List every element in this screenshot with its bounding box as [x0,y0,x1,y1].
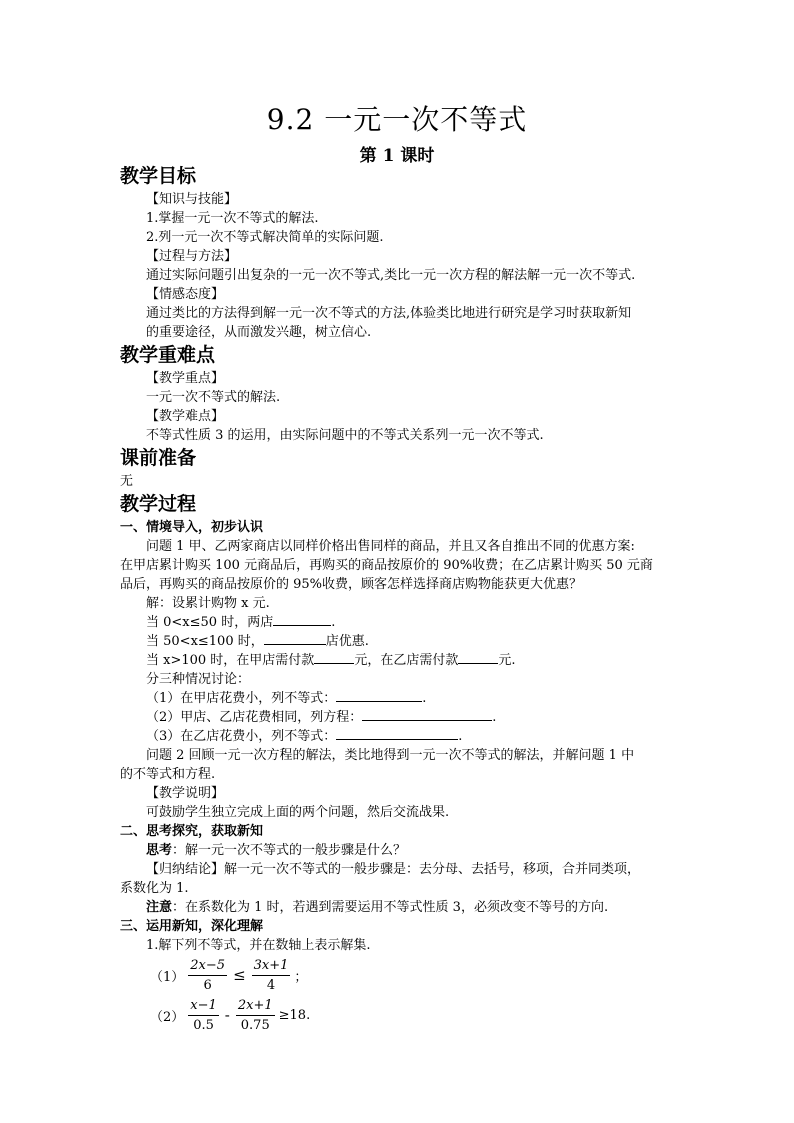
key-tag: 【教学重点】 [146,371,225,386]
think-label: 思考 [146,843,173,858]
question-2-line-2: 的不等式和方程. [120,767,216,782]
attention-line: 注意：在系数化为 1 时，若遇到需要运用不等式性质 3，必须改变不等号的方向. [146,900,609,915]
answer-blank[interactable] [273,613,331,626]
exercise-1-part-2: （2） $\frac{x-1}{0.5}$ - $\frac{2x+1}{0.75}$ ≥18. [150,997,311,1033]
knowledge-tag: 【知识与技能】 [146,192,238,207]
question-1-line-3: 品后，再购买的商品按原价的 95%收费，顾客怎样选择商店购物能获更大优惠？ [120,577,583,592]
knowledge-item-1: 1.掌握一元一次不等式的解法. [146,211,319,226]
emotion-text-1: 通过类比的方法得到解一元一次不等式的方法,体验类比地进行研究是学习时获取新知 [146,306,632,321]
discussion-3: （3）在乙店花费小，列不等式： . [146,729,463,744]
fraction: $\frac{2x-5}{6}$ [190,957,226,993]
summary-line-2: 系数化为 1. [120,881,189,896]
subsection-heading-2: 二、思考探究，获取新知 [120,824,264,839]
discussion-2: （2）甲店、乙店花费相同，列方程： . [146,710,497,725]
page-subtitle: 第 1 课时 [359,146,435,166]
section-heading-key-points: 教学重难点 [120,344,216,366]
case-2: 当 50<x≤100 时， 店优惠. [146,634,369,649]
subsection-heading-1: 一、情境导入，初步认识 [120,520,264,535]
teaching-note-tag: 【教学说明】 [146,786,225,801]
page-title: 9.2 一元一次不等式 [266,103,528,136]
prep-text: 无 [120,474,134,489]
three-cases-intro: 分三种情况讨论： [146,672,251,687]
answer-blank[interactable] [314,651,354,664]
exercise-1: 1.解下列不等式，并在数轴上表示解集. [146,938,371,953]
fraction: $\frac{x-1}{0.5}$ [190,997,217,1033]
case-1: 当 0<x≤50 时，两店 . [146,615,336,630]
emotion-text-2: 的重要途径，从而激发兴趣，树立信心. [146,325,372,340]
teaching-note-text: 可鼓励学生独立完成上面的两个问题，然后交流战果. [146,805,450,820]
section-heading-prep: 课前准备 [120,447,197,469]
question-1-line-2: 在甲店累计购买 100 元商品后，再购买的商品按原价的 90%收费；在乙店累计购买 50 元商 [120,558,653,573]
think-line: 思考：解一元一次不等式的一般步骤是什么？ [146,843,407,858]
attention-label: 注意 [146,900,173,915]
solution-intro: 解：设累计购物 x 元. [146,596,270,611]
answer-blank[interactable] [264,632,326,645]
key-text: 一元一次不等式的解法. [146,390,281,405]
question-1-line-1: 问题 1 甲、乙两家商店以同样价格出售同样的商品，并且又各自推出不同的优惠方案: [146,539,635,554]
summary-line-1: 【归纳结论】解一元一次不等式的一般步骤是：去分母、去括号，移项，合并同类项， [146,862,641,877]
section-heading-process: 教学过程 [120,493,197,515]
answer-blank[interactable] [362,708,492,721]
knowledge-item-2: 2.列一元一次不等式解决简单的实际问题. [146,230,384,245]
question-1-label: 问题 1 [146,539,185,554]
answer-blank[interactable] [458,651,498,664]
answer-blank[interactable] [336,727,458,740]
difficulty-text: 不等式性质 3 的运用，由实际问题中的不等式关系列一元一次不等式. [146,428,544,443]
emotion-tag: 【情感态度】 [146,287,225,302]
document-body [120,163,680,1035]
section-heading-goals: 教学目标 [120,165,197,187]
subsection-heading-3: 三、运用新知，深化理解 [120,919,264,934]
fraction: $\frac{3x+1}{4}$ [253,957,289,993]
discussion-1: （1）在甲店花费小，列不等式： . [146,691,427,706]
exercise-1-part-1: （1） $\frac{2x-5}{6}$ ≤ $\frac{3x+1}{4}$ ； [150,957,308,993]
process-tag: 【过程与方法】 [146,249,238,264]
difficulty-tag: 【教学难点】 [146,409,225,424]
answer-blank[interactable] [336,689,422,702]
question-2-line-1: 问题 2 回顾一元一次方程的解法，类比地得到一元一次不等式的解法，并解问题 1 中 [146,748,635,763]
process-text: 通过实际问题引出复杂的一元一次不等式,类比一元一次方程的解法解一元一次不等式. [146,268,636,283]
case-3: 当 x>100 时，在甲店需付款 元，在乙店需付款 元. [146,653,516,668]
fraction: $\frac{2x+1}{0.75}$ [237,997,273,1033]
